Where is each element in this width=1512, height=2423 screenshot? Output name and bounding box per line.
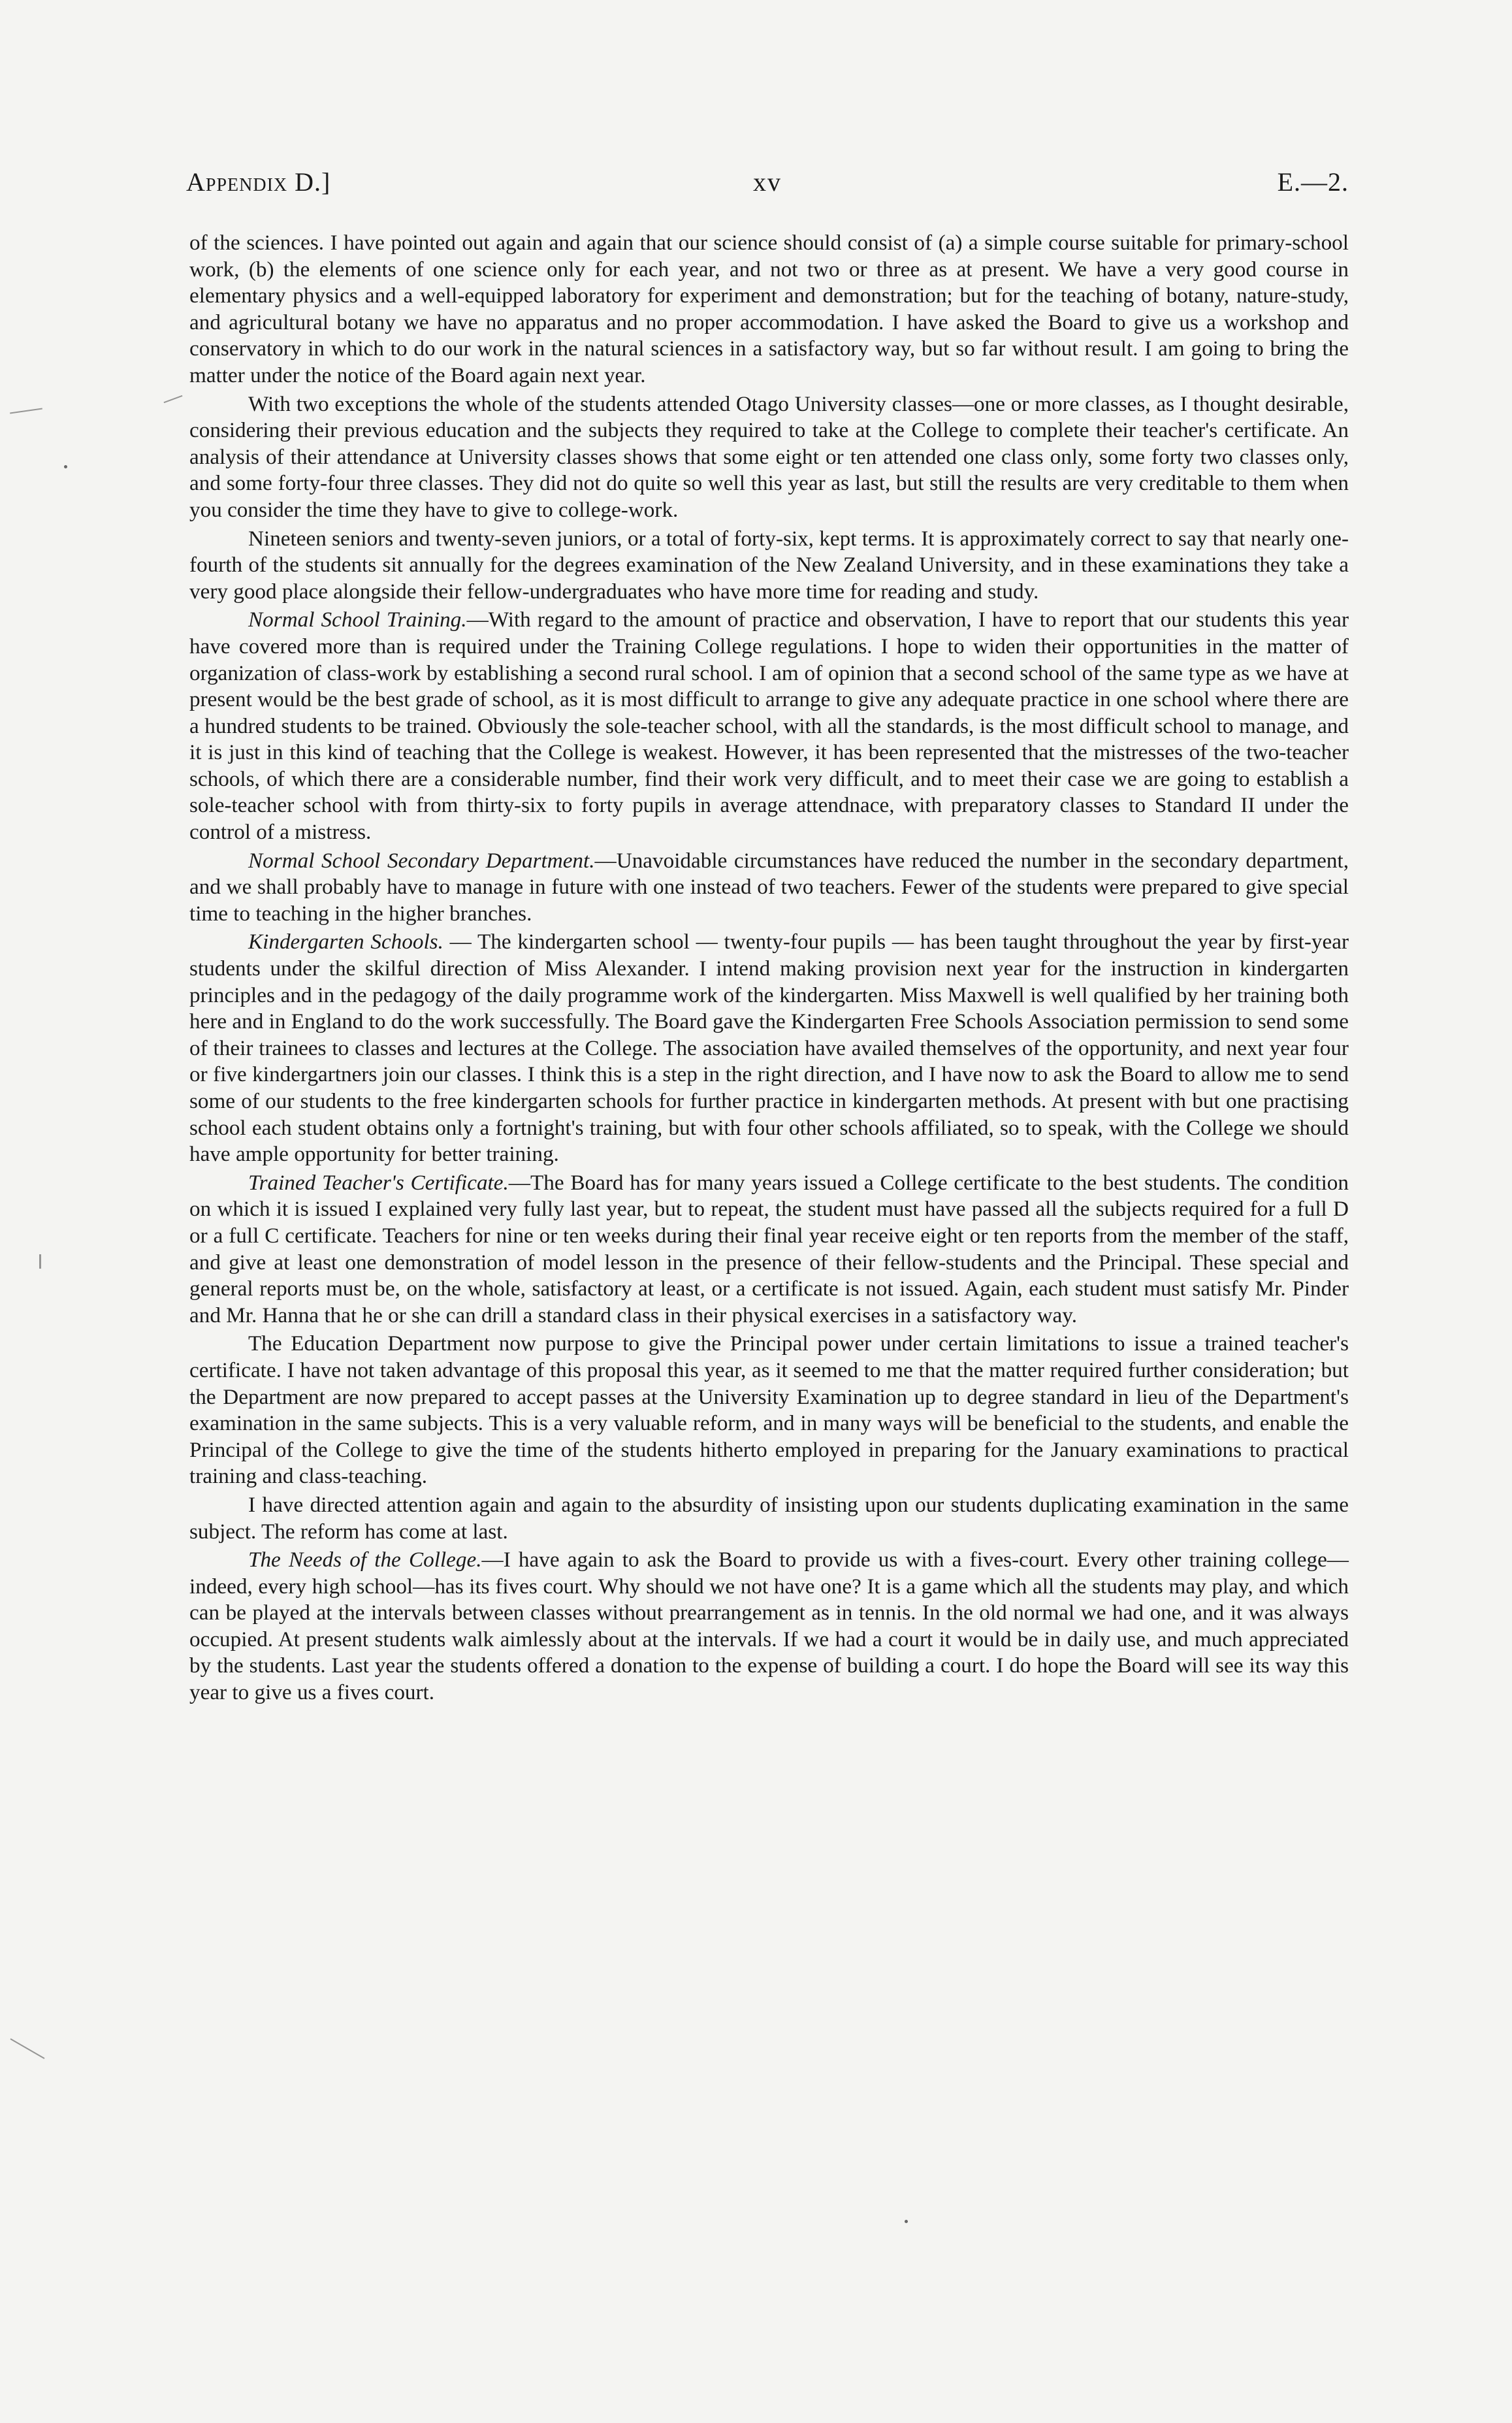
paragraph-text: —The Board has for many years issued a College certificate to the best students. The condition on which it is issued I explained very fully last year, but to repeat, the student must have passed all the subjects required for a full D or a full C certificate. Teachers for nine or ten weeks during their final year receive eight or ten reports from the member of the staff, and give at least one demonstration of model lesson in the presence of their fellow-students and the Principal. These special and general reports must be, on the whole, satisfactory at least, or a certificate is not issued. Again, each student must satisfy Mr. Pinder and Mr. Hanna that he or she can drill a standard class in their physical exercises in a satisfactory way.: [189, 1170, 1349, 1327]
paragraph-heading: Trained Teacher's Certificate.: [248, 1170, 509, 1195]
paragraph-secondary-department: [189, 848, 1349, 928]
page-header: [186, 167, 1349, 206]
paragraph-education-department: [189, 1331, 1349, 1490]
scan-mark: [164, 395, 183, 403]
paragraph-normal-school-training: [189, 607, 1349, 845]
paragraph-seniors-juniors: [189, 526, 1349, 606]
paragraph-kindergarten: [189, 929, 1349, 1167]
header-document-code: E.—2.: [1277, 167, 1349, 197]
paragraph-text: —With regard to the amount of practice and observation, I have to report that our students this year have covered more than is required under the Training College regulations. I hope to widen their opportunities in the matter of organization of class-work by establishing a second rural school. I am of opinion that a second school of the same type as we have at present would be the best grade of school, as it is most difficult to arrange to give any adequate practice in one school where there are a hundred students to be trained. Obviously the sole-teacher school, with all the standards, is the most difficult school to manage, and it is just in this kind of teaching that the College is weakest. However, it has been represented that the mistresses of the two-teacher schools, of which there are a considerable number, find their work very difficult, and to meet their case we are going to establish a sole-teacher school with from thirty-six to forty pupils in average attendnace, with preparatory classes to Standard II under the control of a mistress.: [189, 608, 1349, 845]
paragraph-text: With two exceptions the whole of the students attended Otago University classes—one or more classes, as I thought desirable, considering their previous education and the subjects they required to take at the College to complete their teacher's certificate. An analysis of their attendance at University classes shows that some eight or ten attended one class only, some forty two classes only, and some forty-four three classes. They did not do quite so well this year as last, but still the results are very creditable to them when you consider the time they have to give to college-work.: [189, 391, 1349, 522]
paragraph-trained-teacher-certificate: [189, 1170, 1349, 1329]
paragraph-heading: Normal School Training.: [248, 608, 467, 632]
paragraph-heading: The Needs of the College.: [248, 1548, 482, 1572]
scan-mark: [64, 465, 67, 468]
paragraph-text: of the sciences. I have pointed out again and again that our science should consist of (a) a simple course suitable for primary-school work, (b) the elements of one science only for each year, and not two or three as at present. We have a very good course in elementary physics and a well-equipped laboratory for experiment and demonstration; but for the teaching of botany, nature-study, and agricultural botany we have no apparatus and no proper accommodation. I have asked the Board to give us a workshop and conservatory in which to do our work in the natural sciences in a satisfactory way, but so far without result. I am going to bring the matter under the notice of the Board again next year.: [189, 231, 1349, 387]
paragraph-text: —I have again to ask the Board to provide us with a fives-court. Every other training college—indeed, every high school—has its fives court. Why should we not have one? It is a game which all the students may play, and which can be played at the intervals between classes without prearrangement as in tennis. In the old normal we had one, and it was always occupied. At present students walk aimlessly about at the intervals. If we had a court it would be in daily use, and much appreciated by the students. Last year the students offered a donation to the expense of building a court. I do hope the Board will see its way this year to give us a fives court.: [189, 1548, 1349, 1705]
report-body: [189, 230, 1349, 1706]
paragraph-science: [189, 230, 1349, 389]
paragraph-text: Nineteen seniors and twenty-seven juniors, or a total of forty-six, kept terms. It is approximately correct to say that nearly one-fourth of the students sit annually for the degrees examination of the New Zealand University, and in these examinations they take a very good place alongside their fellow-undergraduates who have more time for reading and study.: [189, 526, 1349, 604]
paragraph-needs-of-college: [189, 1547, 1349, 1706]
header-appendix-label: Appendix D.]: [186, 167, 331, 197]
paragraph-heading: Kindergarten Schools.: [248, 930, 443, 954]
paragraph-text: — The kindergarten school — twenty-four pupils — has been taught throughout the year by first-year students under the skilful direction of Miss Alexander. I intend making provision next year for the instruction in kindergarten principles and in the pedagogy of the daily programme work of the kindergarten. Miss Maxwell is well qualified by her training both here and in England to do the work successfully. The Board gave the Kindergarten Free Schools Association permission to send some of their trainees to classes and lectures at the College. The association have availed themselves of the opportunity, and next year four or five kindergartners join our classes. I think this is a step in the right direction, and I have now to ask the Board to allow me to send some of our students to the free kindergarten schools for further practice in kindergarten methods. At present with but one practising school each student obtains only a fortnight's training, but with four other schools affiliated, so to speak, with the College we should have ample opportunity for better training.: [189, 930, 1349, 1167]
paragraph-text: I have directed attention again and again to the absurdity of insisting upon our students duplicating examination in the same subject. The reform has come at last.: [189, 1492, 1349, 1544]
scan-mark: [39, 1254, 41, 1269]
header-page-number: xv: [753, 167, 782, 197]
paragraph-text: The Education Department now purpose to give the Principal power under certain limitations to issue a trained teacher's certificate. I have not taken advantage of this proposal this year, as it seemed to me that the matter required further consideration; but the Department are now prepared to accept passes at the University Examination up to degree standard in lieu of the Department's examination in the same subjects. This is a very valuable reform, and in many ways will be beneficial to the students, and enable the Principal of the College to give the time of the students hitherto employed in preparing for the January examinations to practical training and class-teaching.: [189, 1331, 1349, 1489]
scan-mark: [10, 2038, 45, 2059]
paragraph-university-classes: [189, 391, 1349, 524]
scan-mark: [10, 408, 42, 414]
paragraph-duplicating-examination: [189, 1492, 1349, 1545]
scan-mark: [905, 2220, 908, 2223]
paragraph-heading: Normal School Secondary Department.: [248, 848, 595, 873]
paragraph-text: —Unavoidable circumstances have reduced the number in the secondary department, and we shall probably have to manage in future with one instead of two teachers. Fewer of the students were prepared to give special time to teaching in the higher branches.: [189, 848, 1349, 926]
